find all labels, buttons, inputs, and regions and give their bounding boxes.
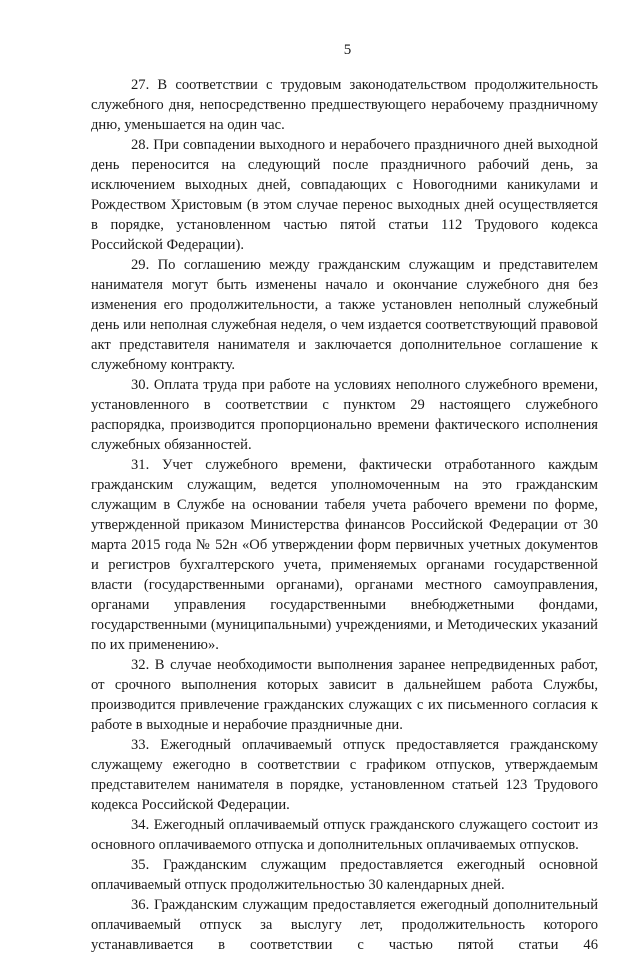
paragraph-28: 28. При совпадении выходного и нерабочего праздничного дней выходной день переносится на следующий после праздничного рабочий день, за исключением выходных дней, совпадающих с Новогодними каникулами и Рождеством Христовым (в этом случае перенос выходных дней осуществляется в порядке, установленном частью пятой статьи 112 Трудового кодекса Российской Федерации). — [91, 137, 598, 253]
paragraph-36: 36. Гражданским служащим предоставляется ежегодный дополнительный оплачиваемый отпуск за выслугу лет, продолжительность которого устанавливается в соответствии с частью пятой статьи 46 — [91, 897, 598, 953]
paragraph-27: 27. В соответствии с трудовым законодательством продолжительность служебного дня, непосредственно предшествующего нерабочему праздничному дню, уменьшается на один час. — [91, 77, 598, 133]
paragraph-31: 31. Учет служебного времени, фактически отработанного каждым гражданским служащим, ведется уполномоченным на это гражданским служащим в Службе на основании табеля учета рабочего времени по форме, утвержденной приказом Министерства финансов Российской Федерации от 30 марта 2015 года № 52н «Об утверждении форм первичных учетных документов и регистров бухгалтерского учета, применяемых органами государственной власти (государственными органами), органами местного самоуправления, органами управления государственными внебюджетными фондами, государственными (муниципальными) учреждениями, и Методических указаний по их применению». — [91, 457, 598, 653]
paragraph-29: 29. По соглашению между гражданским служащим и представителем нанимателя могут быть изменены начало и окончание служебного дня без изменения его продолжительности, а также установлен неполный служебный день или неполная служебная неделя, о чем издается соответствующий правовой акт представителя нанимателя и заключается дополнительное соглашение к служебному контракту. — [91, 257, 598, 373]
paragraph-32: 32. В случае необходимости выполнения заранее непредвиденных работ, от срочного выполнения которых зависит в дальнейшем работа Службы, производится привлечение гражданских служащих с их письменного согласия к работе в выходные и нерабочие праздничные дни. — [91, 657, 598, 733]
document-page — [91, 41, 598, 953]
paragraph-30: 30. Оплата труда при работе на условиях неполного служебного времени, установленного в соответствии с пунктом 29 настоящего служебного распорядка, производится пропорционально времени фактического исполнения служебных обязанностей. — [91, 377, 598, 453]
paragraph-35: 35. Гражданским служащим предоставляется ежегодный основной оплачиваемый отпуск продолжительностью 30 календарных дней. — [91, 857, 598, 893]
paragraph-33: 33. Ежегодный оплачиваемый отпуск предоставляется гражданскому служащему ежегодно в соответствии с графиком отпусков, утверждаемым представителем нанимателя в порядке, установленном статьей 123 Трудового кодекса Российской Федерации. — [91, 737, 598, 813]
paragraph-34: 34. Ежегодный оплачиваемый отпуск гражданского служащего состоит из основного оплачиваемого отпуска и дополнительных оплачиваемых отпусков. — [91, 817, 598, 853]
page-number: 5 — [343, 42, 352, 58]
